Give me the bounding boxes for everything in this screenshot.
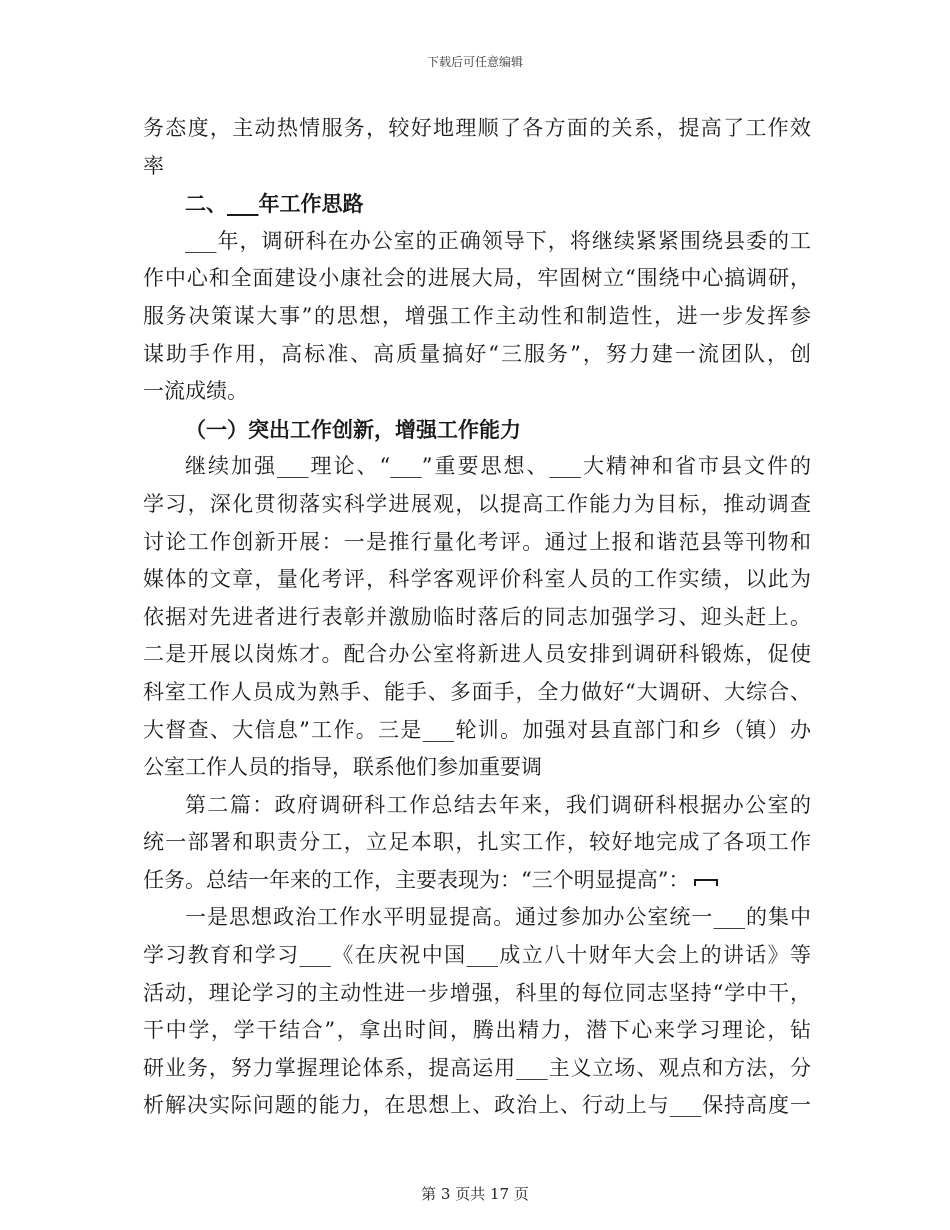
paragraph-line: 公室工作人员的指导，联系他们参加重要调 <box>143 755 542 780</box>
paragraph-line: 谋助手作用，高标准、高质量搞好“三服务”，努力建一流团队，创 <box>143 341 811 366</box>
paragraph-line: 干中学，学干结合”，拿出时间，腾出精力，潜下心来学习理论，钻 <box>143 1018 811 1043</box>
paragraph-line: 讨论工作创新开展：一是推行量化考评。通过上报和谐范县等刊物和 <box>143 529 811 554</box>
paragraph-line: 率 <box>143 153 164 178</box>
section-heading: 二、___年工作思路 <box>185 191 364 217</box>
paragraph-line: 研业务，努力掌握理论体系，提高运用___主义立场、观点和方法，分 <box>143 1055 811 1080</box>
paragraph-line: 大督查、大信息”工作。三是___轮训。加强对县直部门和乡（镇）办 <box>143 717 811 742</box>
paragraph-line: 科室工作人员成为熟手、能手、多面手，全力做好“大调研、大综合、 <box>143 679 811 704</box>
paragraph-line: ___年，调研科在办公室的正确领导下，将继续紧紧围绕县委的工 <box>185 228 811 253</box>
paragraph-line: 继续加强___理论、“___”重要思想、___大精神和省市县文件的 <box>185 454 811 479</box>
paragraph-line: 一是思想政治工作水平明显提高。通过参加办公室统一___的集中 <box>185 905 811 930</box>
paragraph-line: 学习教育和学习___《在庆祝中国___成立八十财年大会上的讲话》等 <box>143 943 811 968</box>
page-header: 下载后可任意编辑 <box>426 55 523 69</box>
paragraph-line: 析解决实际问题的能力，在思想上、政治上、行动上与___保持高度一 <box>143 1093 811 1118</box>
paragraph-line: 第二篇：政府调研科工作总结去年来，我们调研科根据办公室的 <box>185 792 811 817</box>
paragraph-line: 媒体的文章，量化考评，科学客观评价科室人员的工作实绩，以此为 <box>143 567 811 592</box>
paragraph-line: 依据对先进者进行表彰并激励临时落后的同志加强学习、迎头赶上。 <box>143 604 811 629</box>
paragraph-line: 作中心和全面建设小康社会的进展大局，牢固树立“围绕中心搞调研， <box>143 266 811 291</box>
paragraph-line: 活动，理论学习的主动性进一步增强，科里的每位同志坚持“学中干， <box>143 980 811 1005</box>
paragraph-line: 学习，深化贯彻落实科学进展观，以提高工作能力为目标，推动调查 <box>143 491 811 516</box>
paragraph-line: 统一部署和职责分工，立足本职，扎实工作，较好地完成了各项工作 <box>143 830 811 855</box>
paragraph-line-text: 任务。总结一年来的工作，主要表现为：“三个明显提高”： <box>143 867 690 892</box>
paragraph-line: 一流成绩。 <box>143 379 248 404</box>
subsection-heading: （一）突出工作创新，增强工作能力 <box>185 416 521 442</box>
document-body <box>143 110 811 1125</box>
paragraph-line: 服务决策谋大事”的思想，增强工作主动性和制造性，进一步发挥参 <box>143 303 811 328</box>
bracket-mark-icon <box>693 874 719 888</box>
paragraph-line: 务态度，主动热情服务，较好地理顺了各方面的关系，提高了工作效 <box>143 116 811 140</box>
paragraph-line-with-mark <box>143 862 811 900</box>
paragraph-line: 二是开展以岗炼才。配合办公室将新进人员安排到调研科锻炼，促使 <box>143 642 811 667</box>
page-footer: 第 3 页共 17 页 <box>421 1185 529 1203</box>
